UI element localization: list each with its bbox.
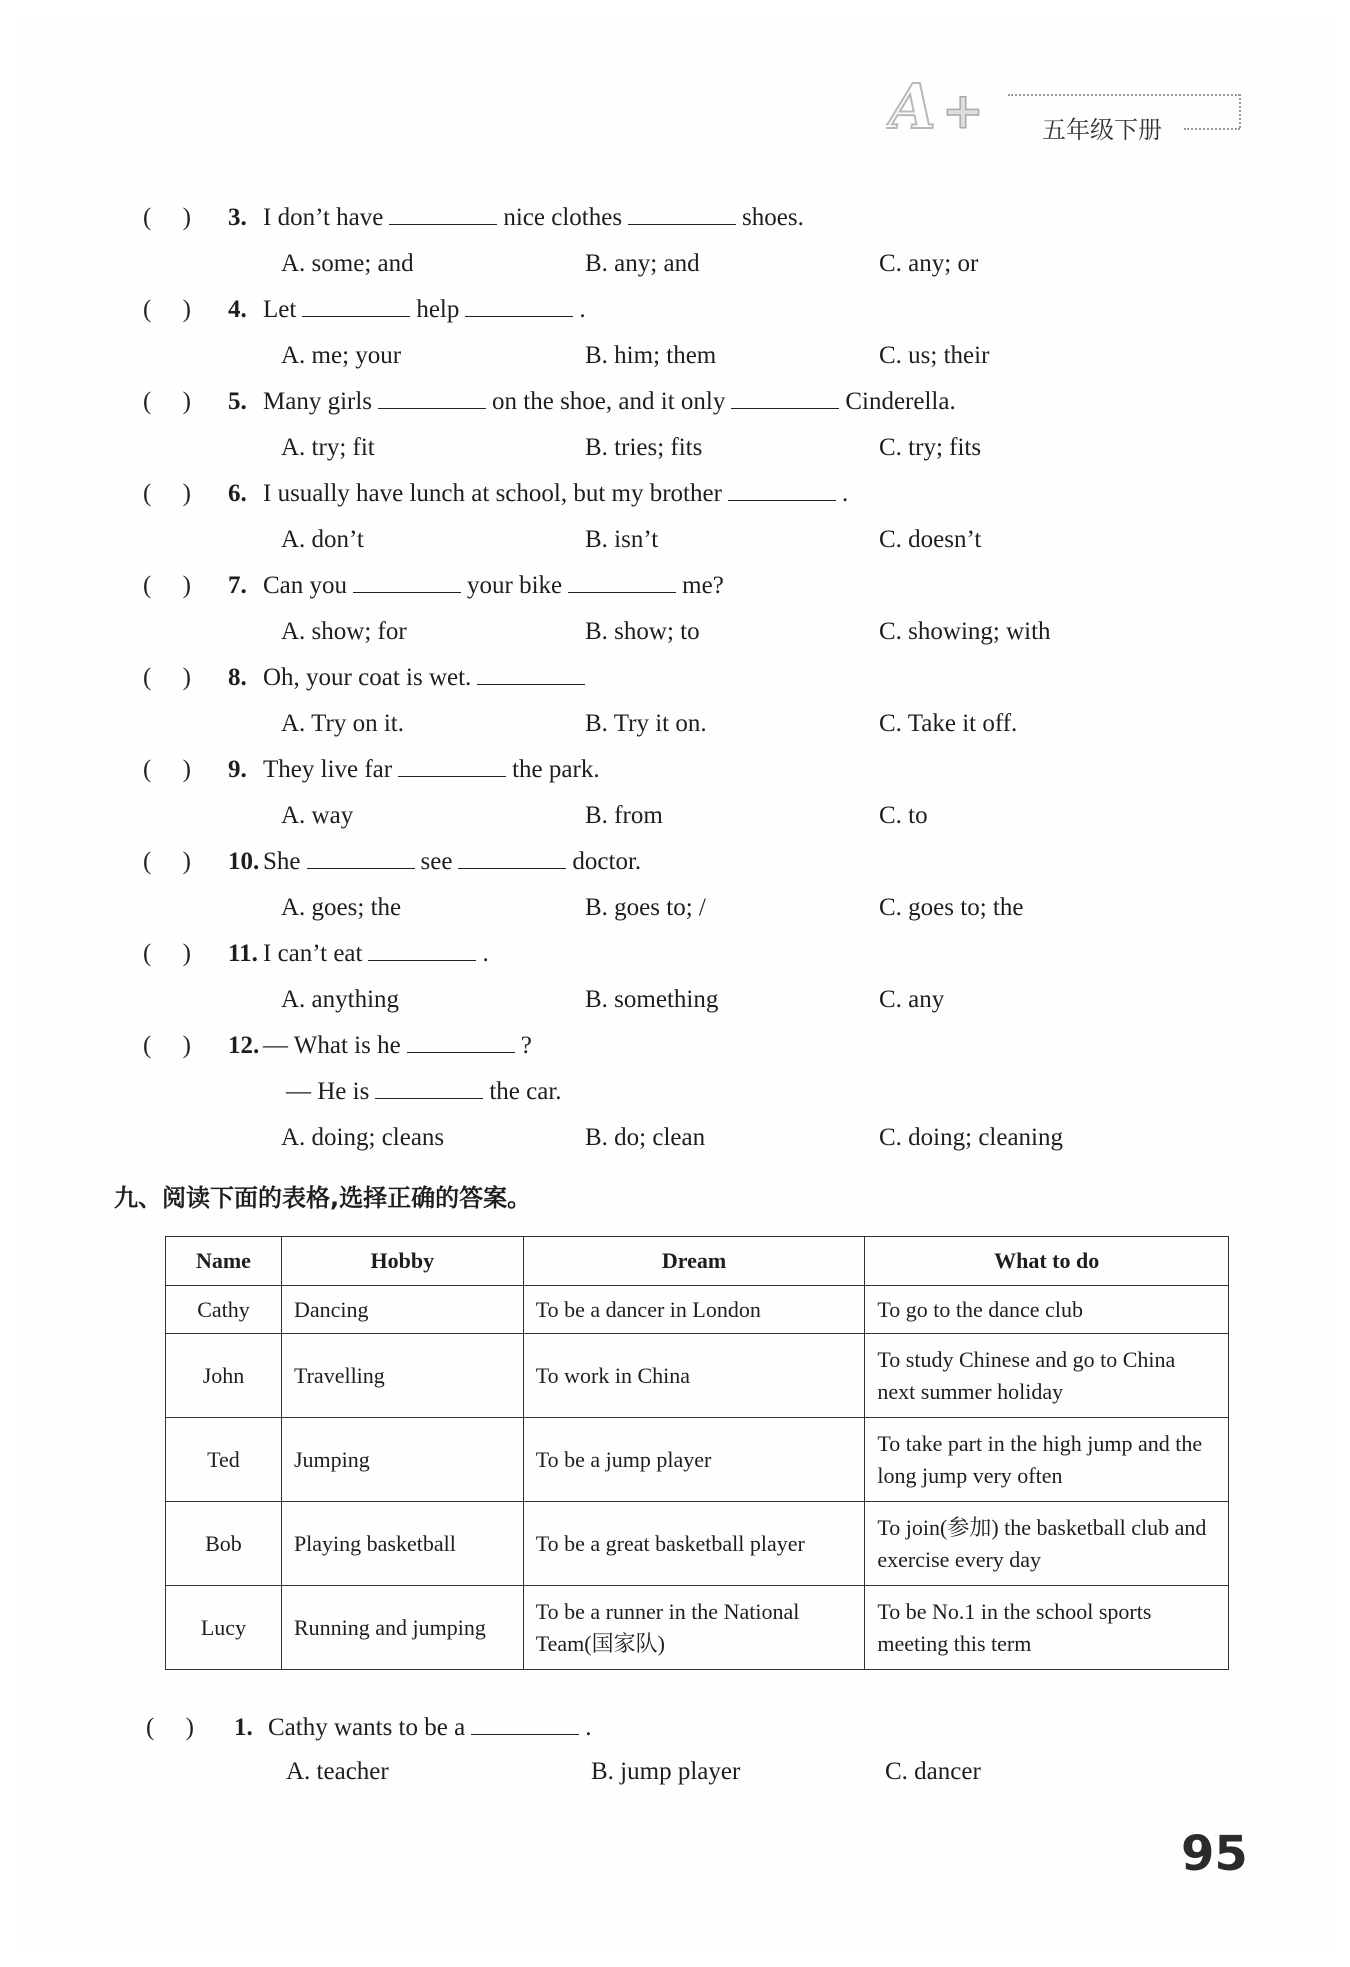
question-text: Cinderella.: [845, 388, 956, 415]
table-cell: Travelling: [281, 1334, 523, 1418]
option-c[interactable]: C. try; fits: [879, 434, 982, 461]
option-c[interactable]: C. showing; with: [879, 618, 1051, 645]
answer-paren[interactable]: ( ): [143, 940, 191, 967]
question-text: .: [585, 1714, 592, 1741]
option-a[interactable]: A. try; fit: [281, 434, 375, 461]
question-stem-line2: [286, 1076, 562, 1107]
question-stem: [263, 754, 600, 785]
option-c[interactable]: C. us; their: [879, 342, 990, 369]
aplus-logo: [886, 70, 1016, 142]
option-a[interactable]: A. me; your: [281, 342, 402, 369]
answer-paren[interactable]: ( ): [143, 756, 191, 783]
answer-blank[interactable]: [568, 570, 676, 593]
table-cell: To take part in the high jump and the long jump very often: [865, 1418, 1229, 1502]
option-c[interactable]: C. doesn’t: [879, 526, 982, 553]
answer-blank[interactable]: [407, 1030, 515, 1053]
answer-blank[interactable]: [471, 1712, 579, 1735]
answer-paren[interactable]: ( ): [143, 572, 191, 599]
question-text: .: [579, 296, 586, 323]
question-text: Can you: [263, 572, 348, 599]
question-text: .: [482, 940, 489, 967]
header-dream: Dream: [523, 1237, 865, 1286]
question-text: Oh, your coat is wet.: [263, 664, 472, 691]
table-row: [166, 1334, 1229, 1418]
answer-blank[interactable]: [307, 846, 415, 869]
header-what-to-do: What to do: [865, 1237, 1229, 1286]
answer-paren[interactable]: ( ): [143, 1032, 191, 1059]
table-cell: To join(参加) the basketball club and exercise every day: [865, 1502, 1229, 1586]
question-text: doctor.: [572, 848, 642, 875]
question-text: nice clothes: [503, 204, 623, 231]
grade-label: 五年级下册: [1042, 116, 1162, 144]
question-text: your bike: [467, 572, 563, 599]
answer-paren[interactable]: ( ): [143, 296, 191, 323]
question-number: 1.: [234, 1714, 253, 1741]
option-b[interactable]: B. do; clean: [585, 1124, 706, 1151]
option-c[interactable]: C. any; or: [879, 250, 979, 277]
table-cell: To go to the dance club: [865, 1286, 1229, 1334]
question-text: I can’t eat: [263, 940, 363, 967]
answer-paren[interactable]: ( ): [143, 204, 191, 231]
answer-paren[interactable]: ( ): [143, 388, 191, 415]
question-text: shoes.: [742, 204, 804, 231]
table-row: [166, 1286, 1229, 1334]
option-a[interactable]: A. teacher: [286, 1758, 389, 1785]
question-text: see: [420, 848, 453, 875]
option-c[interactable]: C. doing; cleaning: [879, 1124, 1063, 1151]
option-b[interactable]: B. isn’t: [585, 526, 659, 553]
answer-blank[interactable]: [458, 846, 566, 869]
header-dotted-line: [1184, 128, 1240, 130]
question-text: Cathy wants to be a: [268, 1714, 466, 1741]
svg-text:+: +: [942, 81, 984, 140]
answer-paren[interactable]: ( ): [143, 848, 191, 875]
question-number: 5.: [228, 388, 247, 415]
answer-blank[interactable]: [375, 1076, 483, 1099]
question-text: Let: [263, 296, 297, 323]
question-stem: [263, 294, 586, 325]
question-stem: [263, 938, 489, 969]
question-text: She: [263, 848, 301, 875]
option-b[interactable]: B. goes to; /: [585, 894, 706, 921]
question-text: me?: [682, 572, 724, 599]
answer-paren[interactable]: ( ): [143, 664, 191, 691]
table-cell: To be a dancer in London: [523, 1286, 865, 1334]
option-b[interactable]: B. tries; fits: [585, 434, 703, 461]
table-row: [166, 1586, 1229, 1670]
header-name: Name: [166, 1237, 282, 1286]
question-text: ?: [520, 1032, 532, 1059]
answer-blank[interactable]: [378, 386, 486, 409]
table-cell: Running and jumping: [281, 1586, 523, 1670]
option-c[interactable]: C. dancer: [885, 1758, 981, 1785]
worksheet-page: [18, 18, 1332, 1949]
table-cell: Ted: [166, 1418, 282, 1502]
question-number: 10.: [228, 848, 260, 875]
question-number: 4.: [228, 296, 247, 323]
table-cell: To work in China: [523, 1334, 865, 1418]
hobby-table: [165, 1236, 1229, 1670]
question-stem: [263, 570, 724, 601]
table-row: [166, 1502, 1229, 1586]
question-stem: [263, 662, 591, 693]
answer-blank[interactable]: [731, 386, 839, 409]
table-cell: To be No.1 in the school sports meeting this term: [865, 1586, 1229, 1670]
page-number: 95: [1181, 1826, 1248, 1882]
answer-blank[interactable]: [477, 662, 585, 685]
option-a[interactable]: A. doing; cleans: [281, 1124, 445, 1151]
table-cell: Cathy: [166, 1286, 282, 1334]
question-text: on the shoe, and it only: [492, 388, 726, 415]
question-number: 11.: [228, 940, 258, 967]
table-cell: John: [166, 1334, 282, 1418]
answer-blank[interactable]: [728, 478, 836, 501]
answer-blank[interactable]: [465, 294, 573, 317]
option-a[interactable]: A. don’t: [281, 526, 364, 553]
table-cell: To be a jump player: [523, 1418, 865, 1502]
question-stem: [263, 202, 804, 233]
question-stem: [263, 846, 641, 877]
option-a[interactable]: A. way: [281, 802, 354, 829]
question-text: help: [416, 296, 460, 323]
answer-paren[interactable]: ( ): [146, 1714, 194, 1741]
header-dotted-line: [1008, 94, 1240, 96]
section-title: 九、阅读下面的表格,选择正确的答案。: [114, 1184, 532, 1212]
question-number: 3.: [228, 204, 247, 231]
answer-blank[interactable]: [398, 754, 506, 777]
question-number: 7.: [228, 572, 247, 599]
option-b[interactable]: B. show; to: [585, 618, 700, 645]
option-a[interactable]: A. goes; the: [281, 894, 402, 921]
option-a[interactable]: A. Try on it.: [281, 710, 404, 737]
table-cell: Playing basketball: [281, 1502, 523, 1586]
question-stem: [263, 386, 956, 417]
option-b[interactable]: B. him; them: [585, 342, 717, 369]
table-cell: To study Chinese and go to China next summer holiday: [865, 1334, 1229, 1418]
option-b[interactable]: B. Try it on.: [585, 710, 707, 737]
question-text: I don’t have: [263, 204, 384, 231]
question-text: I usually have lunch at school, but my brother: [263, 480, 722, 507]
question-stem: [263, 478, 848, 509]
option-b[interactable]: B. any; and: [585, 250, 700, 277]
question-stem: [268, 1712, 591, 1743]
question-text: the park.: [512, 756, 600, 783]
question-text: — He is: [286, 1078, 370, 1105]
svg-text:A: A: [888, 70, 937, 142]
table-cell: Jumping: [281, 1418, 523, 1502]
option-c[interactable]: C. Take it off.: [879, 710, 1018, 737]
header-dotted-line: [1239, 94, 1241, 128]
option-b[interactable]: B. jump player: [591, 1758, 741, 1785]
answer-paren[interactable]: ( ): [143, 480, 191, 507]
table-cell: Lucy: [166, 1586, 282, 1670]
question-number: 6.: [228, 480, 247, 507]
answer-blank[interactable]: [302, 294, 410, 317]
answer-blank[interactable]: [368, 938, 476, 961]
table-cell: Dancing: [281, 1286, 523, 1334]
option-c[interactable]: C. any: [879, 986, 945, 1013]
table-cell: Bob: [166, 1502, 282, 1586]
table-cell: To be a runner in the National Team(国家队): [523, 1586, 865, 1670]
answer-blank[interactable]: [353, 570, 461, 593]
option-a[interactable]: A. anything: [281, 986, 400, 1013]
option-c[interactable]: C. to: [879, 802, 928, 829]
answer-blank[interactable]: [628, 202, 736, 225]
option-a[interactable]: A. some; and: [281, 250, 414, 277]
table-header-row: [166, 1237, 1229, 1286]
question-stem: [263, 1030, 532, 1061]
question-number: 9.: [228, 756, 247, 783]
question-text: Many girls: [263, 388, 373, 415]
table-row: [166, 1418, 1229, 1502]
question-text: .: [841, 480, 849, 507]
option-b[interactable]: B. something: [585, 986, 719, 1013]
question-text: the car.: [489, 1078, 562, 1105]
header-hobby: Hobby: [281, 1237, 523, 1286]
option-a[interactable]: A. show; for: [281, 618, 407, 645]
question-number: 8.: [228, 664, 247, 691]
question-text: They live far: [263, 756, 393, 783]
answer-blank[interactable]: [389, 202, 497, 225]
question-text: — What is he: [263, 1032, 401, 1059]
option-b[interactable]: B. from: [585, 802, 663, 829]
table-cell: To be a great basketball player: [523, 1502, 865, 1586]
option-c[interactable]: C. goes to; the: [879, 894, 1024, 921]
question-number: 12.: [228, 1032, 260, 1059]
